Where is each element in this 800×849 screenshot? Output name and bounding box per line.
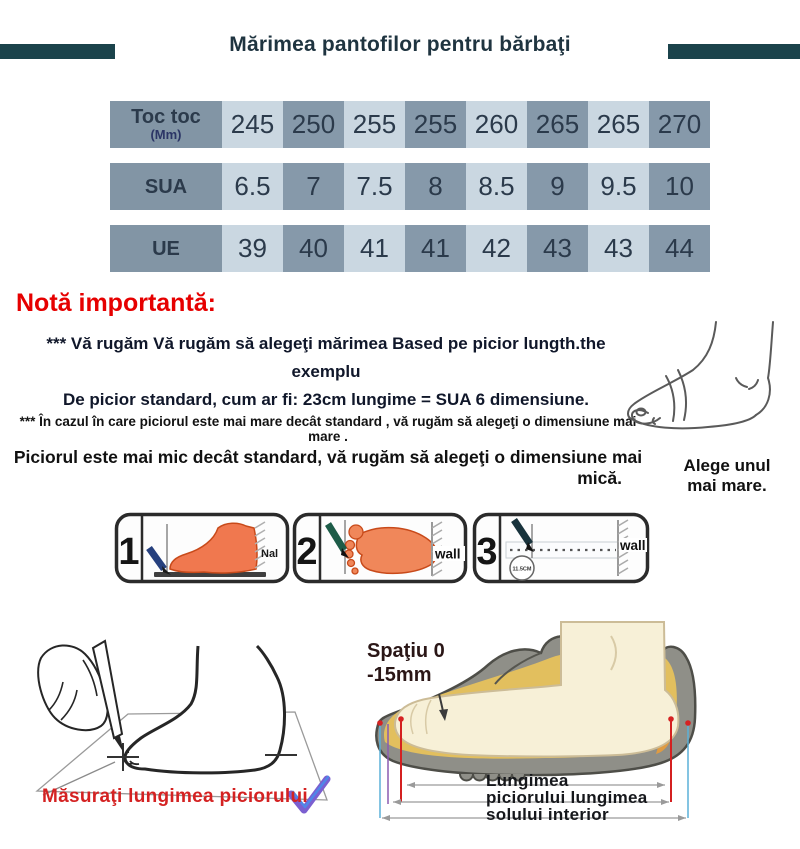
length-circle-label: 11.5CM bbox=[512, 566, 532, 573]
step-panel-1 bbox=[114, 512, 290, 584]
step-number: 3 bbox=[476, 531, 498, 573]
foot-outline bbox=[125, 646, 285, 773]
size-cell: 7 bbox=[283, 163, 344, 210]
size-cell: 250 bbox=[283, 101, 344, 148]
wall-label: wall bbox=[620, 538, 646, 553]
foot-sketch-caption bbox=[666, 456, 788, 496]
size-table bbox=[110, 101, 710, 272]
size-cell: 40 bbox=[283, 225, 344, 272]
row-header-eu bbox=[110, 225, 222, 272]
row-header-length bbox=[110, 101, 222, 148]
size-cell: 265 bbox=[588, 101, 649, 148]
size-cell: 44 bbox=[649, 225, 710, 272]
size-cell: 255 bbox=[344, 101, 405, 148]
gap-label-line-2: -15mm bbox=[367, 664, 432, 686]
wall-label: Nal bbox=[261, 548, 279, 560]
toe-gap-label bbox=[367, 639, 445, 687]
size-cell: 41 bbox=[405, 225, 466, 272]
note-line-2: De picior standard, cum ar fi: 23cm lungime = SUA 6 dimensiune. bbox=[62, 390, 590, 409]
length-label bbox=[486, 772, 648, 823]
step-number: 1 bbox=[118, 531, 140, 573]
row-header-label: UE bbox=[152, 237, 180, 260]
row-header-sublabel: (Mm) bbox=[150, 127, 182, 142]
size-cell: 255 bbox=[405, 101, 466, 148]
size-cell: 41 bbox=[344, 225, 405, 272]
table-row-us bbox=[110, 163, 710, 210]
page-title: Mărimea pantofilor pentru bărbaţi bbox=[229, 33, 571, 56]
row-header-label: SUA bbox=[144, 175, 188, 198]
size-cell: 43 bbox=[588, 225, 649, 272]
foot-caption-line-1: Alege unul bbox=[683, 456, 771, 475]
size-cell: 9.5 bbox=[588, 163, 649, 210]
note-line-4: Piciorul este mai mic decât standard, vă rugăm să alegeţi o dimensiune mai bbox=[13, 447, 643, 467]
size-cell: 6.5 bbox=[222, 163, 283, 210]
size-cell: 260 bbox=[466, 101, 527, 148]
step-panel-2 bbox=[292, 512, 468, 584]
step-number: 2 bbox=[296, 531, 318, 573]
note-line-5: mică. bbox=[577, 468, 622, 488]
size-cell: 42 bbox=[466, 225, 527, 272]
size-cell: 10 bbox=[649, 163, 710, 210]
length-label-line-1: Lungimea bbox=[486, 771, 569, 790]
strap-line-2 bbox=[666, 376, 674, 421]
note-heading: Notă importantă: bbox=[16, 289, 216, 317]
note-line-1: *** Vă rugăm Vă rugăm să alegeţi mărimea Based pe picior lungth.the exemplu bbox=[46, 334, 606, 381]
foot-sketch-illustration bbox=[618, 318, 798, 458]
length-label-line-3: solului interior bbox=[486, 805, 609, 824]
note-paragraph-1 bbox=[12, 330, 640, 414]
table-row-length bbox=[110, 101, 710, 148]
size-cell: 9 bbox=[527, 163, 588, 210]
table-row-eu bbox=[110, 225, 710, 272]
length-label-line-2: piciorului lungimea bbox=[486, 788, 648, 807]
size-cell: 265 bbox=[527, 101, 588, 148]
size-cell: 270 bbox=[649, 101, 710, 148]
ankle-crease-2 bbox=[749, 380, 758, 389]
wall-label: wall bbox=[435, 546, 461, 562]
size-cell: 8 bbox=[405, 163, 466, 210]
foot-caption-line-2: mai mare. bbox=[687, 476, 767, 495]
measure-caption: Măsuraţi lungimea piciorului bbox=[42, 786, 308, 807]
size-cell: 245 bbox=[222, 101, 283, 148]
row-header-us bbox=[110, 163, 222, 210]
note-paragraph-2 bbox=[12, 414, 644, 489]
step-panel-3 bbox=[472, 512, 650, 584]
row-header-label: Toc toc bbox=[131, 106, 201, 128]
size-cell: 8.5 bbox=[466, 163, 527, 210]
leg-back-line bbox=[756, 322, 773, 415]
size-cell: 7.5 bbox=[344, 163, 405, 210]
ankle-crease-1 bbox=[736, 378, 747, 387]
size-cell: 39 bbox=[222, 225, 283, 272]
note-line-3: *** În cazul în care piciorul este mai mare decât standard , vă rugăm să alegeţi o dimensiune mai mare . bbox=[19, 414, 637, 444]
size-cell: 43 bbox=[527, 225, 588, 272]
gap-label-line-1: Spaţiu 0 bbox=[367, 640, 445, 662]
